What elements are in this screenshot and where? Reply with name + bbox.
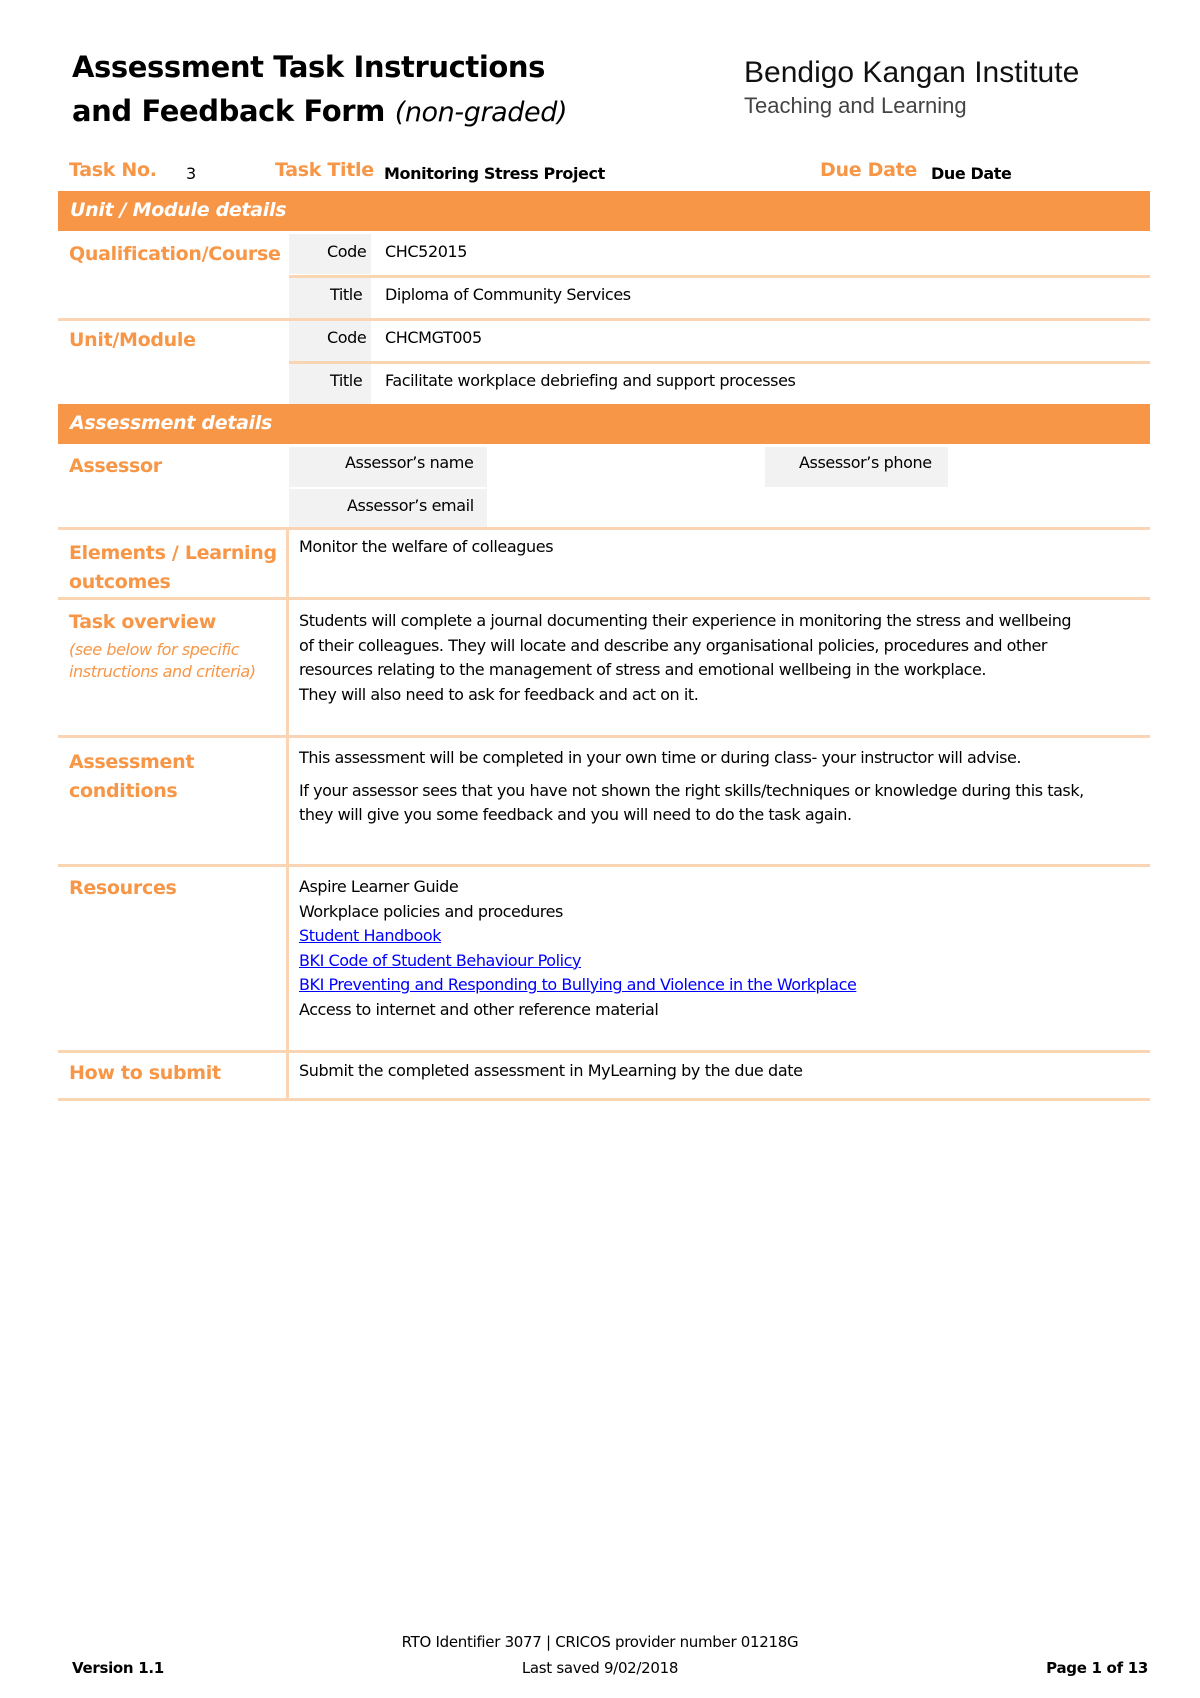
footer-rto: RTO Identifier 3077 | CRICOS provider number 01218G bbox=[401, 1633, 799, 1651]
unit-module-label: Unit/Module bbox=[69, 329, 196, 351]
elements-label-line-1: Elements / Learning bbox=[69, 542, 277, 564]
due-date-label: Due Date bbox=[820, 159, 917, 181]
unit-code-value: CHCMGT005 bbox=[385, 328, 482, 347]
footer-version: Version 1.1 bbox=[72, 1659, 164, 1677]
task-title-label: Task Title bbox=[275, 159, 374, 181]
code-of-behaviour-link[interactable]: BKI Code of Student Behaviour Policy bbox=[299, 950, 581, 970]
resource-item: Access to internet and other reference material bbox=[299, 999, 659, 1019]
task-overview-note-line-1: (see below for specific bbox=[69, 640, 240, 659]
conditions-paragraph-2 bbox=[299, 779, 1149, 828]
assessor-label: Assessor bbox=[69, 455, 162, 477]
task-overview-text bbox=[299, 609, 1149, 707]
title-line-2-main: and Feedback Form bbox=[72, 94, 385, 128]
overview-line: Students will complete a journal documenting their experience in monitoring the stress and wellbeing bbox=[299, 611, 1072, 630]
task-no-label: Task No. bbox=[69, 159, 157, 181]
assessment-details-heading: Assessment details bbox=[70, 412, 273, 434]
qualification-code-label: Code bbox=[327, 242, 367, 261]
student-handbook-link[interactable]: Student Handbook bbox=[299, 926, 442, 945]
rule bbox=[58, 527, 1150, 530]
title-line-1: Assessment Task Instructions bbox=[72, 50, 546, 84]
unit-code-label: Code bbox=[327, 328, 367, 347]
rule bbox=[58, 597, 1150, 600]
unit-details-heading: Unit / Module details bbox=[70, 199, 287, 221]
conditions-p2-line: If your assessor sees that you have not shown the right skills/techniques or knowledge during this task, bbox=[299, 780, 1084, 800]
unit-details-bar bbox=[58, 191, 1150, 231]
qualification-title-value: Diploma of Community Services bbox=[385, 285, 631, 304]
conditions-label-line-2: conditions bbox=[69, 780, 178, 802]
title-line-2 bbox=[72, 89, 567, 135]
title-subtitle: (non-graded) bbox=[394, 97, 568, 128]
task-overview-note-line-2: instructions and criteria) bbox=[69, 662, 256, 681]
assessment-details-bar bbox=[58, 404, 1150, 444]
how-to-submit-value: Submit the completed assessment in MyLearning by the due date bbox=[299, 1061, 803, 1080]
rule bbox=[58, 1050, 1150, 1053]
overview-line: They will also need to ask for feedback and act on it. bbox=[299, 684, 699, 704]
assessor-name-label: Assessor’s name bbox=[345, 453, 474, 472]
rule bbox=[58, 864, 1150, 867]
resources-label: Resources bbox=[69, 877, 177, 899]
institute-name: Bendigo Kangan Institute bbox=[744, 56, 1080, 89]
conditions-text bbox=[299, 746, 1149, 828]
column-divider bbox=[286, 527, 289, 1100]
assessor-email-label: Assessor’s email bbox=[347, 496, 474, 515]
conditions-label bbox=[69, 748, 194, 806]
task-title-value: Monitoring Stress Project bbox=[384, 164, 605, 183]
task-no-value: 3 bbox=[186, 164, 196, 183]
conditions-label-line-1: Assessment bbox=[69, 751, 195, 773]
conditions-paragraph-1: This assessment will be completed in your own time or during class- your instructor will advise. bbox=[299, 748, 1022, 767]
overview-line: resources relating to the management of stress and emotional wellbeing in the workplace. bbox=[299, 660, 987, 679]
assessor-phone-label: Assessor’s phone bbox=[799, 453, 932, 472]
form-title bbox=[72, 45, 567, 135]
unit-title-value: Facilitate workplace debriefing and support processes bbox=[385, 371, 796, 390]
elements-label-line-2: outcomes bbox=[69, 571, 171, 593]
unit-title-label: Title bbox=[330, 371, 363, 390]
due-date-value: Due Date bbox=[931, 164, 1012, 183]
conditions-p2-line: they will give you some feedback and you will need to do the task again. bbox=[299, 805, 852, 824]
rule bbox=[289, 361, 1150, 364]
how-to-submit-label: How to submit bbox=[69, 1062, 221, 1084]
rule bbox=[58, 318, 1150, 321]
footer-last-saved: Last saved 9/02/2018 bbox=[521, 1659, 679, 1677]
resources-list bbox=[299, 875, 1149, 1022]
resource-item: Workplace policies and procedures bbox=[299, 901, 563, 921]
footer-page-number: Page 1 of 13 bbox=[1046, 1659, 1148, 1677]
qualification-title-label: Title bbox=[330, 285, 363, 304]
rule bbox=[58, 735, 1150, 738]
institute-department: Teaching and Learning bbox=[744, 93, 967, 118]
bullying-violence-policy-link[interactable]: BKI Preventing and Responding to Bullying and Violence in the Workplace bbox=[299, 975, 857, 994]
overview-line: of their colleagues. They will locate and describe any organisational policies, procedures and other bbox=[299, 635, 1048, 655]
resource-item: Aspire Learner Guide bbox=[299, 877, 459, 896]
qualification-code-value: CHC52015 bbox=[385, 242, 468, 261]
qualification-label: Qualification/Course bbox=[69, 243, 281, 265]
elements-label bbox=[69, 539, 277, 597]
task-overview-label: Task overview bbox=[69, 611, 217, 633]
rule bbox=[58, 1098, 1150, 1101]
institute-brand bbox=[744, 55, 1079, 121]
elements-value: Monitor the welfare of colleagues bbox=[299, 537, 554, 556]
rule bbox=[289, 275, 1150, 278]
task-overview-note bbox=[69, 639, 256, 683]
